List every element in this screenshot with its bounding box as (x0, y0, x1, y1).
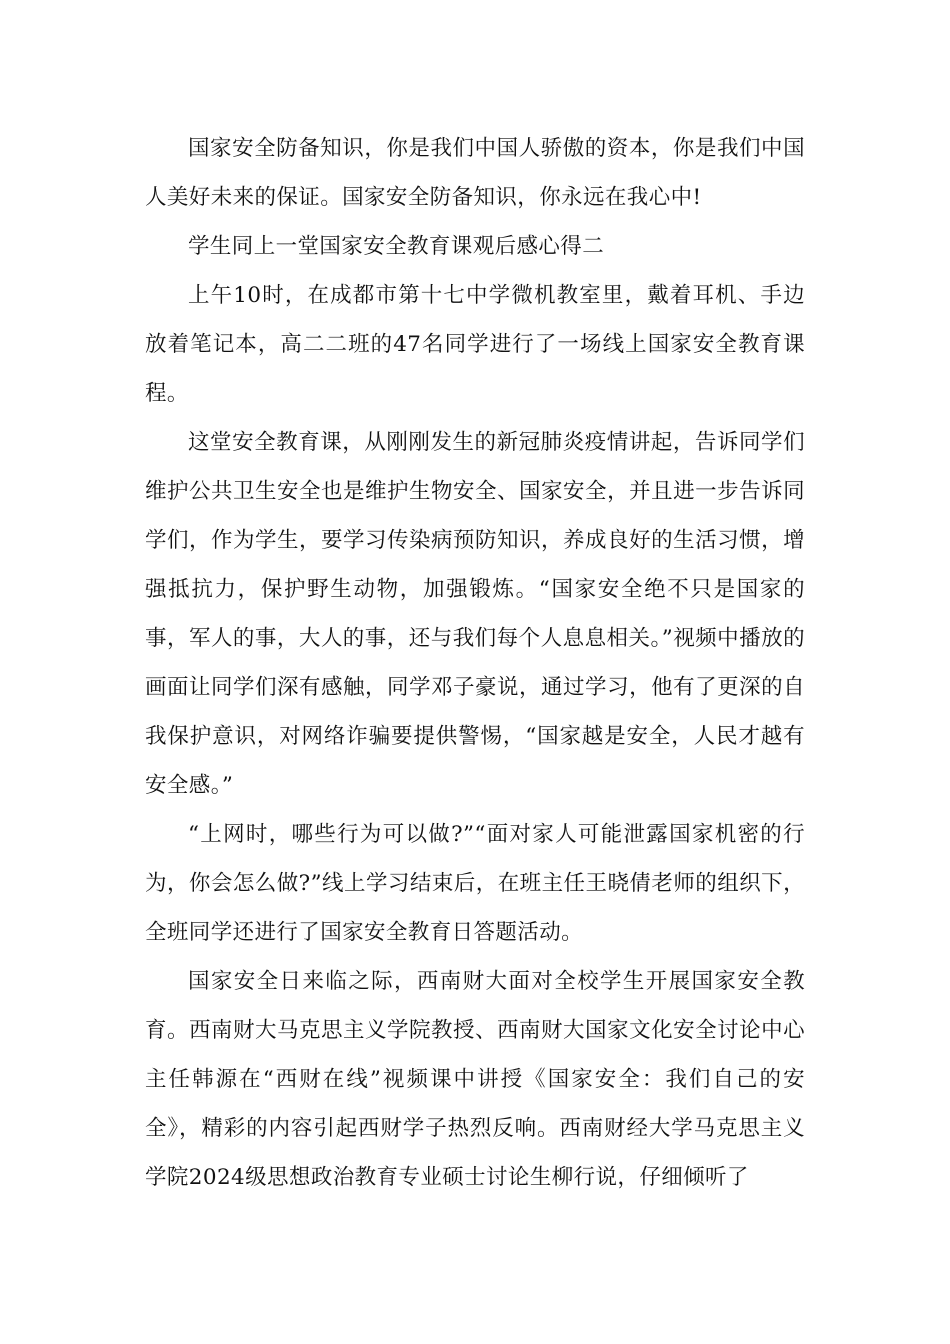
paragraph-4: “上网时，哪些行为可以做?”“面对家人可能泄露国家机密的行为，你会怎么做?”线上学习结束后，在班主任王晓倩老师的组织下，全班同学还进行了国家安全教育日答题活动。 (145, 822, 805, 945)
paragraph-1: 国家安全防备知识，你是我们中国人骄傲的资本，你是我们中国人美好未来的保证。国家安全防备知识，你永远在我心中! (145, 136, 805, 210)
document-body (145, 124, 805, 1202)
paragraph-2: 上午10时，在成都市第十七中学微机教室里，戴着耳机、手边放着笔记本，高二二班的47名同学进行了一场线上国家安全教育课程。 (145, 283, 805, 406)
paragraph-3: 这堂安全教育课，从刚刚发生的新冠肺炎疫情讲起，告诉同学们维护公共卫生安全也是维护生物安全、国家安全，并且进一步告诉同学们，作为学生，要学习传染病预防知识，养成良好的生活习惯，增强抵抗力，保护野生动物，加强锻炼。“国家安全绝不只是国家的事，军人的事，大人的事，还与我们每个人息息相关。”视频中播放的画面让同学们深有感触，同学邓子豪说，通过学习，他有了更深的自我保护意识，对网络诈骗要提供警惕，“国家越是安全，人民才越有安全感。” (145, 430, 805, 798)
paragraph-5: 国家安全日来临之际，西南财大面对全校学生开展国家安全教育。西南财大马克思主义学院教授、西南财大国家文化安全讨论中心主任韩源在“西财在线”视频课中讲授《国家安全：我们自己的安全》，精彩的内容引起西财学子热烈反响。西南财经大学马克思主义学院2024级思想政治教育专业硕士讨论生柳行说，仔细倾听了 (145, 969, 805, 1190)
section-heading: 学生同上一堂国家安全教育课观后感心得二 (188, 234, 605, 259)
